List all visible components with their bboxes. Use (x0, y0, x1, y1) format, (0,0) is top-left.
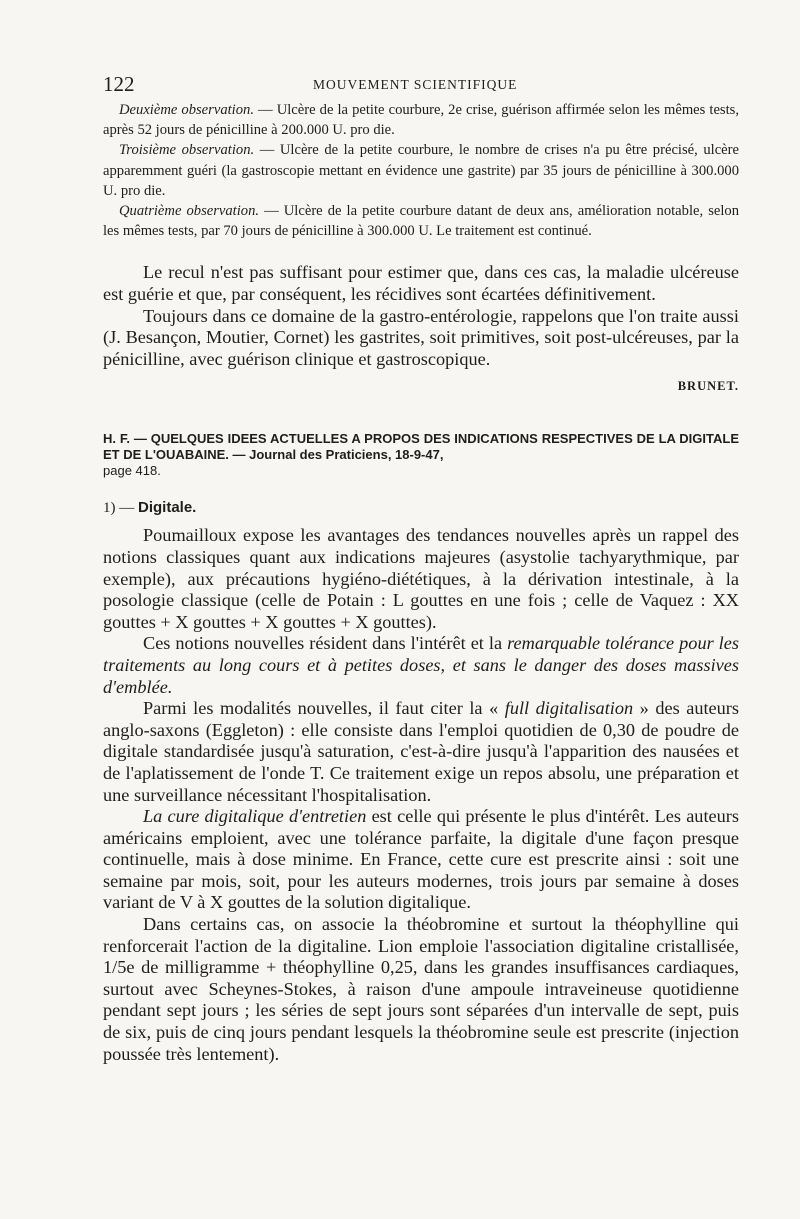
reference-page: page 418. (103, 463, 161, 479)
body-emphasis: La cure digitalique d'entretien (143, 806, 367, 827)
body-text: » des auteurs anglo-saxons (Eggleton) : elle consiste dans l'emploi quotidien de 0,30 de poudre de digitale standardisée jusqu'à saturation, c'est-à-dire jusqu'à l'apparition des nausées et de l'aplatissement de l'onde T. Ce traitement exige un repos absolu, une préparation et une surveillance nécessitant l'hospitalisation. (103, 698, 739, 805)
page-header (103, 72, 739, 100)
reference-text: H. F. — QUELQUES IDEES ACTUELLES A PROPOS DES INDICATIONS RESPECTIVES DE LA DIGITALE ET DE L'OUABAINE. — Journal des Praticiens, 18-9-47, (103, 431, 739, 463)
observation-2 (103, 100, 739, 140)
section-number: 1) — (103, 500, 138, 517)
observation-text: — Ulcère de la petite courbure datant de deux ans, amélioration notable, selon les mêmes tests, par 70 jours de pénicilline à 300.000 U. Le traitement est continué. (103, 203, 740, 240)
section-title: Digitale. (138, 499, 197, 517)
body-emphasis: remarquable tolérance pour les traitements au long cours et à petites doses, et sans le danger des doses massives d'emblée. (103, 633, 739, 697)
observation-text: — Ulcère de la petite courbure, 2e crise, guérison affirmée selon les mêmes tests, après 52 jours de pénicilline à 200.000 U. pro die. (103, 102, 739, 139)
body-paragraph-3 (103, 698, 739, 806)
observation-text: — Ulcère de la petite courbure, le nombre de crises n'a pu être précisé, ulcère apparemment guéri (la gastroscopie mettant en évidence une gastrite) par 35 jours de pénicilline à 300.000 U. pro die. (103, 142, 739, 199)
paragraph-recul: Le recul n'est pas suffisant pour estimer que, dans ces cas, la maladie ulcéreuse est guérie et que, par conséquent, les récidives sont écartées définitivement. (103, 262, 739, 305)
article-reference (103, 431, 739, 479)
body-paragraph-2 (103, 633, 739, 698)
observation-label: Deuxième observation. (119, 102, 254, 118)
observation-4 (103, 201, 739, 241)
body-emphasis: full digitalisation (504, 698, 634, 719)
section-heading (103, 499, 739, 517)
page-number: 122 (103, 72, 135, 96)
body-text: Parmi les modalités nouvelles, il faut citer la « (143, 698, 505, 719)
body-paragraph-4 (103, 806, 739, 914)
document-page (103, 72, 739, 1065)
observation-3 (103, 140, 739, 201)
observation-label: Quatrième observation. (119, 203, 260, 220)
paragraph-toujours: Toujours dans ce domaine de la gastro-entérologie, rappelons que l'on traite aussi (J. Besançon, Moutier, Cornet) les gastrites, soit primitives, soit post-ulcéreuses, par la pénicilline, avec guérison clinique et gastroscopique. (103, 305, 739, 369)
running-title: MOUVEMENT SCIENTIFIQUE (313, 77, 518, 92)
observation-label: Troisième observation. (119, 142, 255, 159)
body-paragraph-5: Dans certains cas, on associe la théobromine et surtout la théophylline qui renforcerait l'action de la digitaline. Lion emploie l'association digitaline cristallisée, 1/5e de milligramme + théophylline 0,25, dans les grandes insuffisances cardiaques, surtout avec Scheynes-Stokes, à raison d'une ampoule intraveineuse quotidienne pendant sept jours ; les séries de sept jours sont séparées d'un intervalle de sept, puis de six, puis de cinq jours pendant lesquels la théobromine seule est prescrite (injection poussée très lentement). (103, 914, 739, 1064)
author-signature: BRUNET. (677, 379, 739, 394)
body-paragraph-1: Poumailloux expose les avantages des tendances nouvelles après un rappel des notions classiques quant aux indications majeures (asystolie tachyarythmique, par exemple), aux précautions hygiéno-diététiques, à la dérivation intestinale, à la posologie classique (celle de Potain : L gouttes en une fois ; celle de Vaquez : XX gouttes + X gouttes + X gouttes + X gouttes). (103, 525, 739, 632)
body-text: est celle qui présente le plus d'intérêt. Les auteurs américains emploient, avec une tolérance parfaite, la digitale d'une façon presque continuelle, mais à dose minime. En France, cette cure est prescrite ainsi : soit une semaine par mois, soit, pour les auteurs modernes, trois jours par semaine à doses variant de V à X gouttes de la solution digitalique. (103, 806, 739, 913)
body-text: Ces notions nouvelles résident dans l'intérêt et la (143, 633, 508, 654)
